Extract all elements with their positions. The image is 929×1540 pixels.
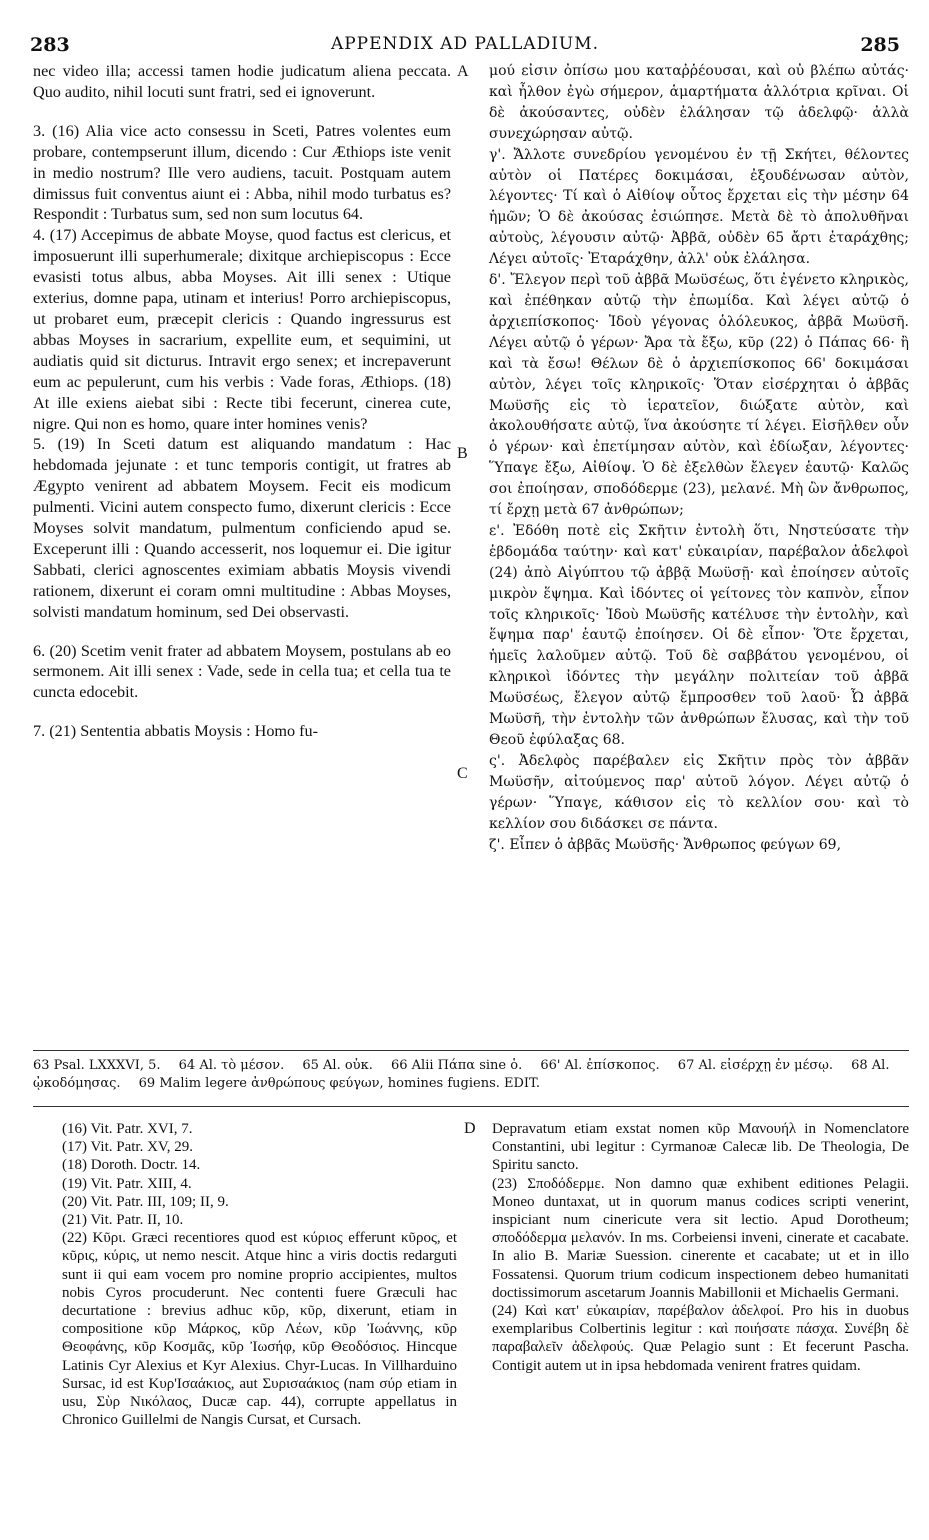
greek-paragraph: ε'. Ἐδόθη ποτὲ εἰς Σκῆτιν ἐντολὴ ὅτι, Νηστεύσατε τὴν ἑβδομάδα ταύτην· καὶ κατ' εὐκαιρίαν, παρέβαλον ἀδελφοὶ (24) ἀπὸ Αἰγύπτου τῷ ἀββᾷ Μωϋσῇ· καὶ ἐποίησεν αὐτοῖς μικρὸν ἕψημα. Καὶ ἰδόντες οἱ γείτονες τὸν καπνὸν, εἶπον τοῖς κληρικοῖς· Ἰδοὺ Μωϋσῆς κατέλυσε τὴν ἐντολὴν, καὶ ἕψημα παρ' ἑαυτῷ ἐποίησεν. Οἱ δὲ εἶπον· Ὅτε ἔρχεται, ἡμεῖς λαλοῦμεν αὐτῷ. Τοῦ δὲ σαββάτου γενομένου, οἱ κληρικοὶ ἰδόντες τὴν μεγάλην πολιτείαν τοῦ ἀββᾶ Μωϋσέως, ἔλεγον αὐτῷ ἔμπροσθεν τοῦ λαοῦ· Ὦ ἀββᾶ Μωϋσῆ, τὴν ἐντολὴν τῶν ἀνθρώπων ἔλυσας, καὶ τὴν τοῦ Θεοῦ ἐφύλαξας 68. [489,522,909,748]
note-reference: (16) Vit. Patr. XVI, 7. [62,1121,193,1137]
notes-right-column [492,1120,909,1375]
paragraph-gap [33,103,451,121]
footnote: 66 Alii Πάπα sine ὁ. [390,1058,523,1073]
latin-paragraph: 5. (19) In Sceti datum est aliquando mandatum : Hac hebdomada jejunate : et tunc temporis contigit, ut fratres ab Ægypto venirent ad abbatem Moysem. Fecit eis modicum pulmenti. Vicini autem conspecto fumo, dixerunt clericis : Ecce Moyses solvit mandatum, pulmentum conficiendo apud se. Exceperunt illi : Quando accesserit, nos loquemur ei. Die igitur Sabbati, clerici agnoscentes eximiam abbatis Moysis vivendi rationem, dixerunt ei coram omni multitudine : Abbas Moyses, solvisti mandatum hominum, sed Dei observasti. [33,435,451,621]
latin-paragraph: nec video illa; accessi tamen hodie judicatum aliena peccata. Quo audito, nihil locuti sunt fratri, sed ei ignoverunt. [33,62,451,101]
footnote-divider [33,1050,909,1051]
note-paragraph: (24) Καὶ κατ' εὐκαιρίαν, παρέβαλον ἀδελφοί. Pro his in duobus exemplaribus Colbertinis legitur : καὶ ποιήσατε πάσχα. Συνέβη δὲ παραβαλεῖν ἀδελφούς. Quæ Pelagio sunt : Et fecerunt Pascha. Contigit autem ut in ipsa hebdomada venirent fratres quidam. [492,1303,909,1374]
greek-paragraph: δ'. Ἔλεγον περὶ τοῦ ἀββᾶ Μωϋσέως, ὅτι ἐγένετο κληρικὸς, καὶ ἐπέθηκαν αὐτῷ τὴν ἐπωμίδα. Καὶ λέγει αὐτῷ ὁ ἀρχιεπίσκοπος· Ἰδοὺ γέγονας ὁλόλευκος, ἀββᾶ Μωϋσῆ. Λέγει αὐτῷ ὁ γέρων· Ἄρα τὰ ἔξω, κῦρ (22) ὁ Πάπας 66· ἢ καὶ τὰ ἔσω! Θέλων δὲ ὁ ἀρχιεπίσκοπος 66' δοκιμάσαι αὐτὸν, λέγει τοῖς κληρικοῖς· Ὅταν εἰσέρχηται ὁ ἀββᾶς Μωϋσῆς εἰς τὸ ἱερατεῖον, διώξατε αὐτὸν, καὶ ἀκολουθήσατε αὐτῷ, ἵνα ἀκούσητε τί λέγει. Εἰσῆλθεν οὖν ὁ γέρων· καὶ ἐπετίμησαν αὐτὸν, καὶ ἐδίωξαν, λέγοντες· Ὕπαγε ἔξω, Αἰθίοψ. Ὁ δὲ ἐξελθὼν ἔλεγεν ἑαυτῷ· Καλῶς σοι ἐποίησαν, σποδόδερμε (23), μελανέ. Μὴ ὢν ἄνθρωπος, τί ἔρχῃ μετὰ 67 ἀνθρώπων; [489,272,909,519]
note-paragraph: Depravatum etiam exstat nomen κῦρ Μανουήλ in Nomenclatore Constantini, ubi legitur : Cyrmanoæ Calecæ lib. De Theologia, De Spiritu sancto. [492,1121,909,1174]
footnote: 66' Al. ἐπίσκοπος. [540,1058,660,1073]
greek-paragraph: γ'. Ἄλλοτε συνεδρίου γενομένου ἐν τῇ Σκήτει, θέλοντες αὐτὸν οἱ Πατέρες δοκιμάσαι, ἐξουδένωσαν αὐτὸν, λέγοντες· Τί καὶ ὁ Αἰθίοψ οὗτος ἔρχεται εἰς τὴν μέσην 64 ἡμῶν; Ὁ δὲ ἀκούσας ἐσιώπησε. Μετὰ δὲ τὸ ἀπολυθῆναι αὐτοὺς, λέγουσιν αὐτῷ· Ἀββᾶ, οὐδὲν 65 ἄρτι ἐταράχθης; Λέγει αὐτοῖς· Ἐταράχθην, ἀλλ' οὐκ ἐλάλησα. [489,146,909,268]
margin-marker-b: B [457,445,468,462]
footnote: 69 Malim legere ἀνθρώπους φεύγων, homines fugiens. EDIT. [138,1076,540,1091]
latin-paragraph: 6. (20) Scetim venit frater ad abbatem Moysem, postulans ab eo sermonem. Ait illi senex : Vade, sede in cella tua; et cella tua te cuncta edocebit. [33,641,451,702]
variant-footnotes [33,1057,909,1093]
paragraph-gap [33,623,451,641]
latin-paragraph: 4. (17) Accepimus de abbate Moyse, quod factus est clericus, et imposuerunt illi superhumerale; dixitque archiepiscopus : Ecce evasisti totus albus, abba Moyses. Ait illi senex : Utique exterius, domne papa, utinam et interius! Porro archiepiscopus, ut probaret eum, præcepit clericis : Quando ingressurus est abbas Moyses in sacrarium, expellite eum, et sequimini, ut audiatis quid sit dicturus. Intravit ergo senex; et increpaverunt eum ac pepulerunt, cum his verbis : Vade foras, Æthiops. (18) At ille exiens aiebat sibi : Recte tibi fecerunt, cinerea cute, nigre. Qui non es homo, quare inter homines venis? [33,226,451,433]
greek-column [489,61,909,855]
note-reference: (19) Vit. Patr. XIII, 4. [62,1175,192,1192]
greek-paragraph: ς'. Ἀδελφὸς παρέβαλεν εἰς Σκῆτιν πρὸς τὸν ἀββᾶν Μωϋσῆν, αἰτούμενος παρ' αὐτοῦ λόγον. Λέγει αὐτῷ ὁ γέρων· Ὕπαγε, κάθισον εἰς τὸ κελλίον σου· καὶ τὸ κελλίον σου διδάσκει σε πάντα. [489,752,909,832]
greek-paragraph: ζ'. Εἶπεν ὁ ἀββᾶς Μωϋσῆς· Ἄνθρωπος φεύγων 69, [489,836,842,853]
notes-divider [33,1106,909,1107]
note-reference: (20) Vit. Patr. III, 109; II, 9. [62,1193,229,1210]
footnote: 63 Psal. LXXXVI, 5. [33,1058,161,1073]
latin-paragraph: 7. (21) Sententia abbatis Moysis : Homo fu- [33,722,319,741]
margin-marker-a: A [457,63,469,80]
margin-marker-c: C [457,765,468,782]
note-reference: (21) Vit. Patr. II, 10. [62,1212,184,1229]
page-number-left: 283 [30,34,70,56]
running-title: APPENDIX AD PALLADIUM. [330,34,600,54]
note-reference: (18) Doroth. Doctr. 14. [62,1157,201,1174]
latin-paragraph: 3. (16) Alia vice acto consessu in Sceti, Patres volentes eum probare, contempserunt illum, dicendo : Cur Æthiops iste venit in medio nostrum? Ille vero audiens, tacuit. Postquam autem dimissus fuit conventus aiunt ei : Abba, nihil modo turbatus es? Respondit : Turbatus sum, sed non sum locutus 64. [33,121,451,224]
note-paragraph: (23) Σποδόδερμε. Non damno quæ exhibent editiones Pelagii. Moneo duntaxat, ut in quorum manus codices scripti venerint, inspiciant num cinericute vera sit lectio. Apud Dorotheum; σποδόδερμα μελανόν. In ms. Corbeiensi inveni, cinerate et cacabate. In alio B. Mariæ Suession. cinerente et cacabate; ut et in illo Fossatensi. Quorum trium codicum inspectionem debeo humanitati doctissimorum ascetarum Joannis Mabillonii et Michaelis Germani. [492,1175,909,1301]
page-header [30,34,900,60]
paragraph-gap [33,703,451,721]
greek-paragraph: μού εἰσιν ὀπίσω μου καταῤῥέουσαι, καὶ οὐ βλέπω αὐτάς· καὶ ἦλθον ἐγὼ σήμερον, ἁμαρτήματα ἀλλότρια κρῖναι. Οἱ δὲ ἀκούσαντες, οὐδὲν ἐλάλησαν τῷ ἀδελφῷ· ἀλλὰ συνεχώρησαν αὐτῷ. [489,63,909,142]
footnote: 67 Al. εἰσέρχῃ ἐν μέσῳ. [677,1058,833,1073]
margin-marker-d: D [464,1120,476,1137]
note-reference: (17) Vit. Patr. XV, 29. [62,1139,194,1156]
page-number-right: 285 [860,34,900,56]
footnote: 65 Al. οὐκ. [302,1058,373,1073]
latin-column [33,61,451,742]
notes-left-column [62,1120,457,1429]
note-paragraph: (22) Κῦρι. Græci recentiores quod est κύριος efferunt κῦρος, et κῦρις, κύρις, ut nemo nescit. Atque hinc a viris doctis redarguti sunt ii qui eam vocem pro nomine proprio accipientes, multos nobis Cyros procuderunt. Nec contenti fuere Græculi hac decurtatione : brevius adhuc κῦρ, κῦρ, dixerunt, etiam in compositione κῦρ Μάρκος, κῦρ Λέων, κῦρ Ἰωάννης, κῦρ Θεοφάνης, κῦρ Κοσμᾶς, κῦρ Ἰωσήφ, κῦρ Θεοδόσιος. Hincque Latinis Cyr Alexius et Kyr Alexius. Chyr-Lucas. In Villharduino Sursac, id est Κυρ'Ισαάκιος, aut Συρισαάκιος (nam σύρ etiam in usu, Σὺρ Νικόλαος, Ducæ cap. 44), corrupte appellatus in Chronico Guillelmi de Nangis Cursat, et Cursach. [62,1230,457,1429]
footnote: 64 Al. τὸ μέσον. [178,1058,285,1073]
footnote: 68 Al. ᾠκοδόμησας. [33,1058,890,1091]
